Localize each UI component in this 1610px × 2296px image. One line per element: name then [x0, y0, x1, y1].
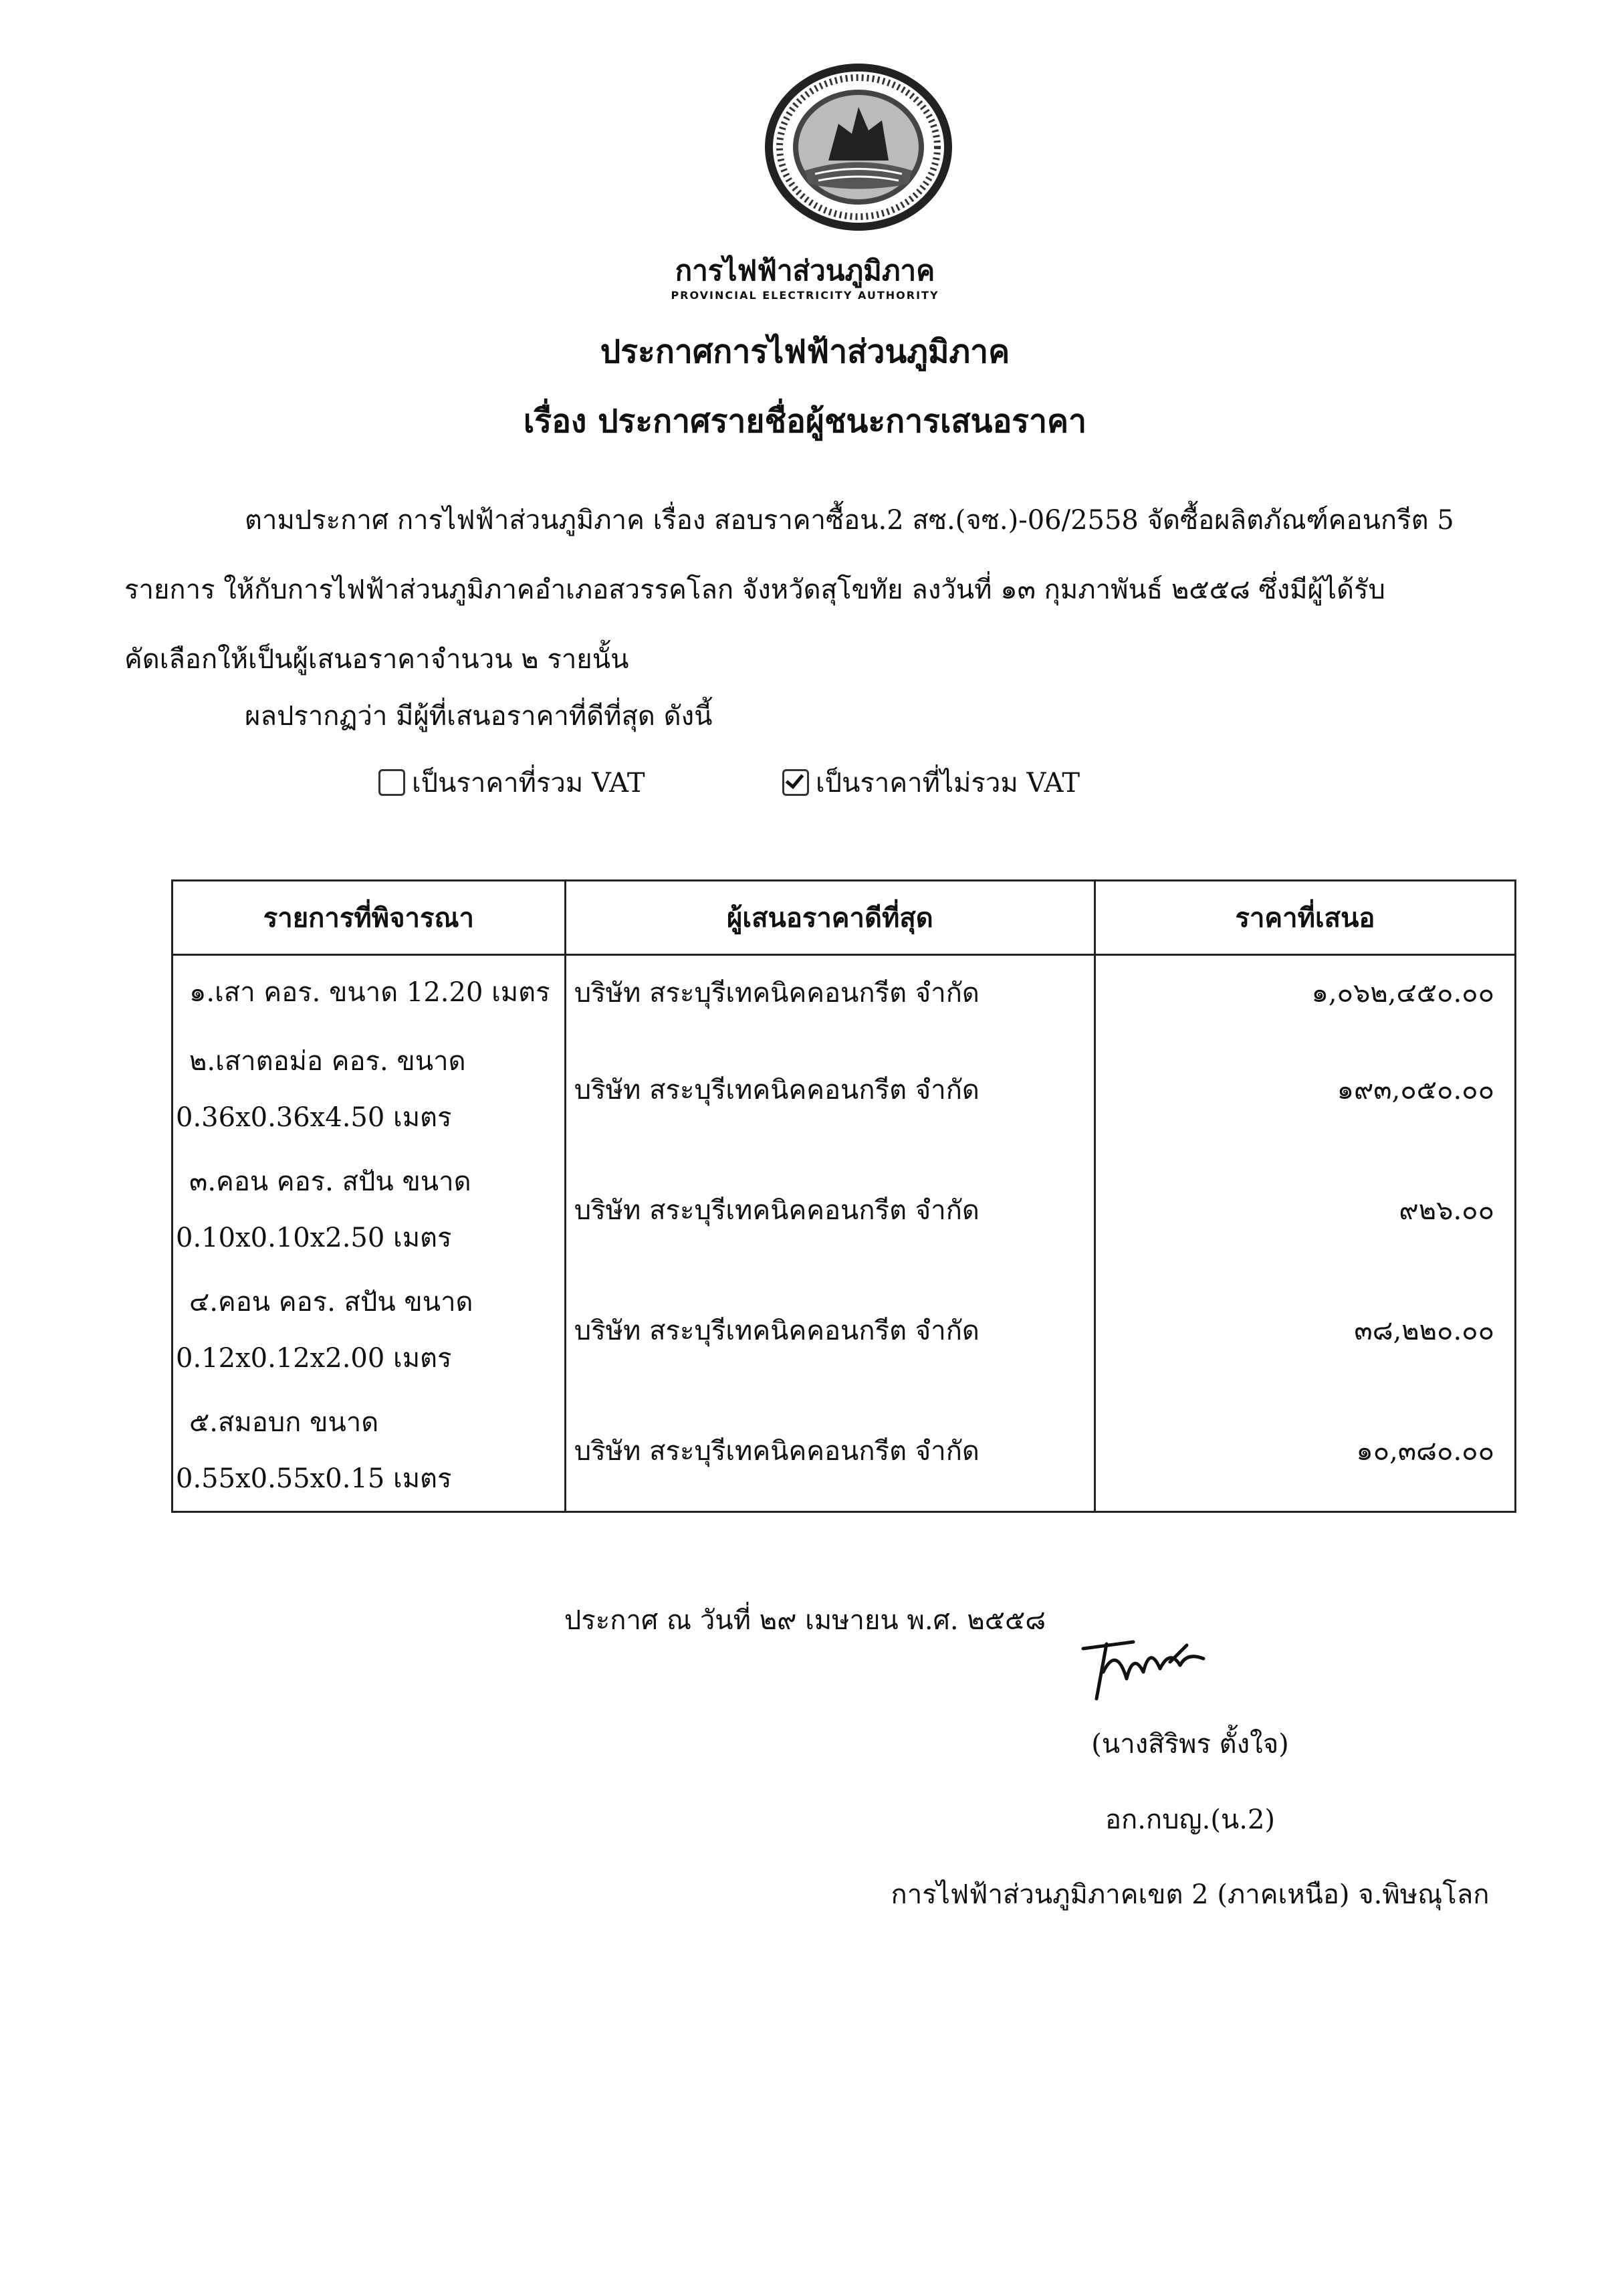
- price-cell: ๑๙๓,๐๕๐.๐๐: [1095, 1029, 1515, 1150]
- checked-box-icon: [782, 769, 809, 796]
- item-cell: [172, 1390, 566, 1512]
- item-name: ๑.เสา คอร. ขนาด 12.20 เมตร: [189, 977, 550, 1008]
- item-name: ๓.คอน คอร. สปัน ขนาด: [189, 1166, 471, 1197]
- intro-paragraph: [124, 486, 1555, 706]
- table-row: [172, 1029, 1516, 1150]
- handwritten-signature: [1070, 1632, 1284, 1705]
- item-name: ๔.คอน คอร. สปัน ขนาด: [189, 1287, 473, 1318]
- signer-name: (นางสิริพร ตั้งใจ): [1091, 1729, 1289, 1760]
- item-cell: [172, 955, 566, 1030]
- item-size: 0.55x0.55x0.15 เมตร: [176, 1463, 452, 1494]
- bidder-cell: บริษัท สระบุรีเทคนิคคอนกรีต จำกัด: [565, 955, 1095, 1030]
- table-row: [172, 955, 1516, 1030]
- item-name: ๕.สมอบก ขนาด: [189, 1407, 379, 1438]
- announcement-date: ประกาศ ณ วันที่ ๒๙ เมษายน พ.ศ. ๒๕๕๘: [564, 1605, 1046, 1636]
- price-cell: ๑๐,๓๘๐.๐๐: [1095, 1390, 1515, 1512]
- vat-excluded-label: เป็นราคาที่ไม่รวม VAT: [816, 768, 1080, 799]
- document-title: ประกาศการไฟฟ้าส่วนภูมิภาค: [600, 333, 1010, 371]
- paragraph-line-3: คัดเลือกให้เป็นผู้เสนอราคาจำนวน ๒ รายนั้น: [124, 644, 629, 675]
- item-size: 0.36x0.36x4.50 เมตร: [176, 1102, 452, 1133]
- result-line: ผลปรากฏว่า มีผู้ที่เสนอราคาที่ดีที่สุด ดังนี้: [245, 701, 713, 732]
- price-cell: ๓๘,๒๒๐.๐๐: [1095, 1270, 1515, 1390]
- item-size: 0.12x0.12x2.00 เมตร: [176, 1343, 452, 1374]
- item-size: 0.10x0.10x2.50 เมตร: [176, 1223, 452, 1253]
- signer-organization: การไฟฟ้าส่วนภูมิภาคเขต 2 (ภาคเหนือ) จ.พิษณุโลก: [891, 1879, 1490, 1910]
- paragraph-line-2: รายการ ให้กับการไฟฟ้าส่วนภูมิภาคอำเภอสวรรคโลก จังหวัดสุโขทัย ลงวันที่ ๑๓ กุมภาพันธ์ ๒๕๕๘ ซึ่งมีผู้ได้รับ: [124, 575, 1385, 605]
- price-cell: ๑,๐๖๒,๔๕๐.๐๐: [1095, 955, 1515, 1030]
- vat-included-option: [378, 761, 645, 804]
- document-subject: เรื่อง ประกาศรายชื่อผู้ชนะการเสนอราคา: [523, 403, 1087, 440]
- header-price: ราคาที่เสนอ: [1095, 881, 1515, 955]
- price-cell: ๙๒๖.๐๐: [1095, 1150, 1515, 1270]
- table-row: [172, 1270, 1516, 1390]
- bid-results-table: [171, 879, 1516, 1513]
- unchecked-box-icon: [378, 769, 405, 796]
- table-row: [172, 1150, 1516, 1270]
- pea-seal-logo: [758, 60, 959, 234]
- org-name-english: PROVINCIAL ELECTRICITY AUTHORITY: [671, 289, 939, 302]
- header-item: รายการที่พิจารณา: [172, 881, 566, 955]
- item-cell: [172, 1150, 566, 1270]
- table-header-row: [172, 881, 1516, 955]
- org-name-thai: การไฟฟ้าส่วนภูมิภาค: [675, 254, 935, 287]
- bidder-cell: บริษัท สระบุรีเทคนิคคอนกรีต จำกัด: [565, 1029, 1095, 1150]
- header-bidder: ผู้เสนอราคาดีที่สุด: [565, 881, 1095, 955]
- bidder-cell: บริษัท สระบุรีเทคนิคคอนกรีต จำกัด: [565, 1390, 1095, 1512]
- bidder-cell: บริษัท สระบุรีเทคนิคคอนกรีต จำกัด: [565, 1270, 1095, 1390]
- bidder-cell: บริษัท สระบุรีเทคนิคคอนกรีต จำกัด: [565, 1150, 1095, 1270]
- item-name: ๒.เสาตอม่อ คอร. ขนาด: [189, 1046, 466, 1077]
- signer-position: อก.กบญ.(น.2): [1105, 1804, 1276, 1835]
- item-cell: [172, 1270, 566, 1390]
- vat-included-label: เป็นราคาที่รวม VAT: [412, 768, 645, 799]
- vat-excluded-option: [782, 761, 1080, 804]
- table-row: [172, 1390, 1516, 1512]
- item-cell: [172, 1029, 566, 1150]
- paragraph-line-1: ตามประกาศ การไฟฟ้าส่วนภูมิภาค เรื่อง สอบราคาซื้อน.2 สซ.(จซ.)-06/2558 จัดซื้อผลิตภัณฑ์คอนกรีต 5: [245, 505, 1454, 536]
